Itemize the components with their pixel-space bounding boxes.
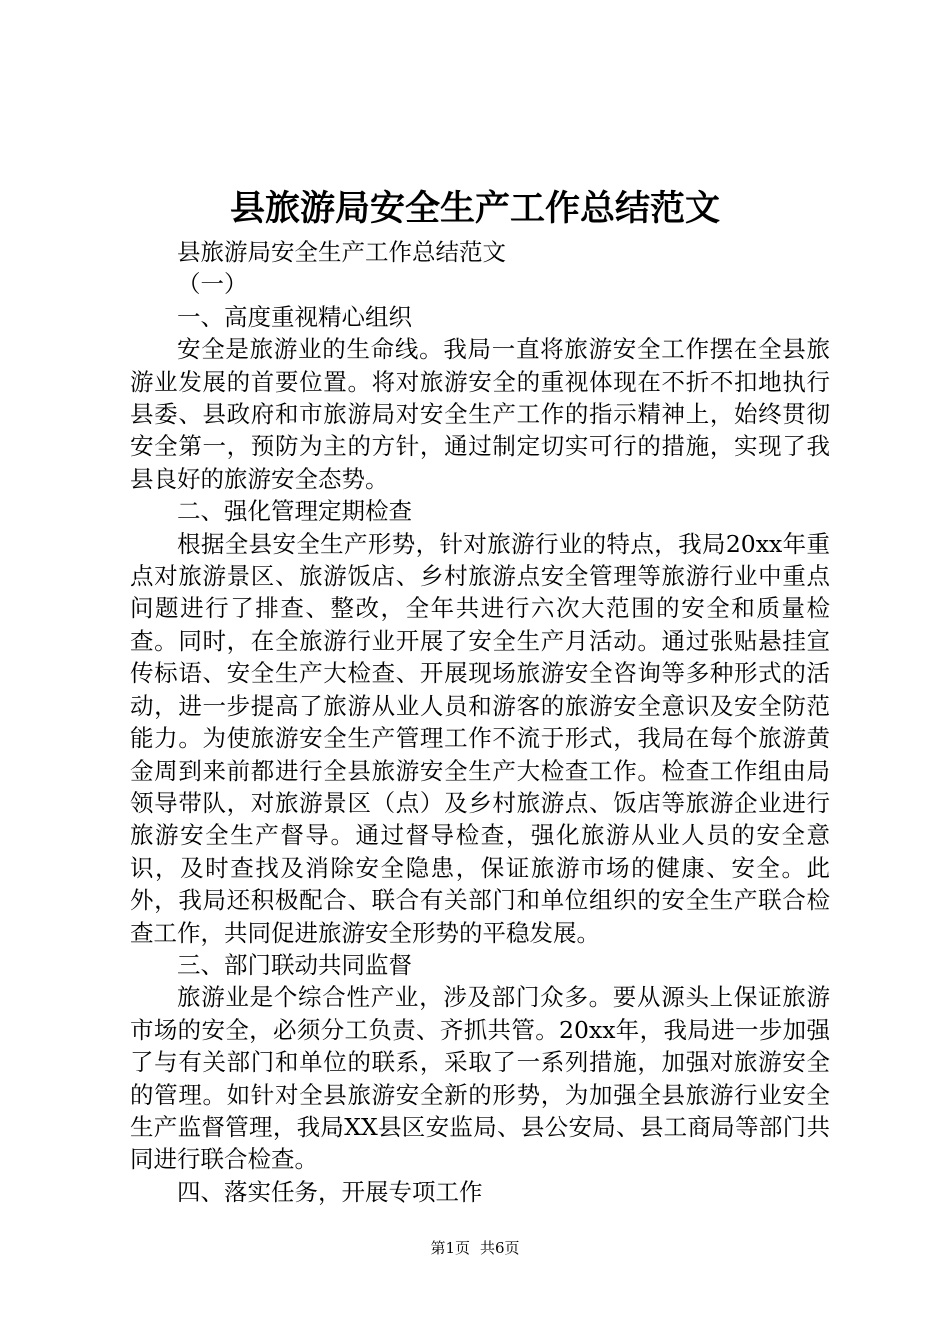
paragraph-section-1: 安全是旅游业的生命线。我局一直将旅游安全工作摆在全县旅游业发展的首要位置。将对旅游安全的重视体现在不折不扣地执行县委、县政府和市旅游局对安全生产工作的指示精神上，始终贯彻安全第一，预防为主的方针，通过制定切实可行的措施，实现了我县良好的旅游安全态势。 xyxy=(130,335,830,493)
paragraph-section-2: 根据全县安全生产形势，针对旅游行业的特点，我局20xx年重点对旅游景区、旅游饭店、乡村旅游点安全管理等旅游行业中重点问题进行了排查、整改，全年共进行六次大范围的安全和质量检查。同时，在全旅游行业开展了安全生产月活动。通过张贴悬挂宣传标语、安全生产大检查、开展现场旅游安全咨询等多种形式的活动，进一步提高了旅游从业人员和游客的旅游安全意识及安全防范能力。为使旅游安全生产管理工作不流于形式，我局在每个旅游黄金周到来前都进行全县旅游安全生产大检查工作。检查工作组由局领导带队，对旅游景区（点）及乡村旅游点、饭店等旅游企业进行旅游安全生产督导。通过督导检查，强化旅游从业人员的安全意识，及时查找及消除安全隐患，保证旅游市场的健康、安全。此外，我局还积极配合、联合有关部门和单位组织的安全生产联合检查工作，共同促进旅游安全形势的平稳发展。 xyxy=(130,529,830,947)
heading-section-2: 二、强化管理定期检查 xyxy=(177,497,412,526)
page-footer xyxy=(0,1238,950,1258)
page-number: 第1页 xyxy=(430,1239,470,1257)
heading-section-3: 三、部门联动共同监督 xyxy=(177,950,412,979)
paragraph-subtitle: 县旅游局安全生产工作总结范文 xyxy=(177,238,506,266)
paragraph-section-3: 旅游业是个综合性产业，涉及部门众多。要从源头上保证旅游市场的安全，必须分工负责、齐抓共管。20xx年，我局进一步加强了与有关部门和单位的联系，采取了一系列措施，加强对旅游安全的管理。如针对全县旅游安全新的形势，为加强全县旅游行业安全生产监督管理，我局XX县区安监局、县公安局、县工商局等部门共同进行联合检查。 xyxy=(130,983,830,1174)
heading-section-4: 四、落实任务，开展专项工作 xyxy=(177,1177,483,1206)
paragraph-section-number: （一） xyxy=(177,270,248,299)
document-body xyxy=(130,236,830,1208)
heading-section-1: 一、高度重视精心组织 xyxy=(177,302,412,331)
page-total: 共6页 xyxy=(480,1239,520,1257)
document-title: 县旅游局安全生产工作总结范文 xyxy=(229,188,720,229)
